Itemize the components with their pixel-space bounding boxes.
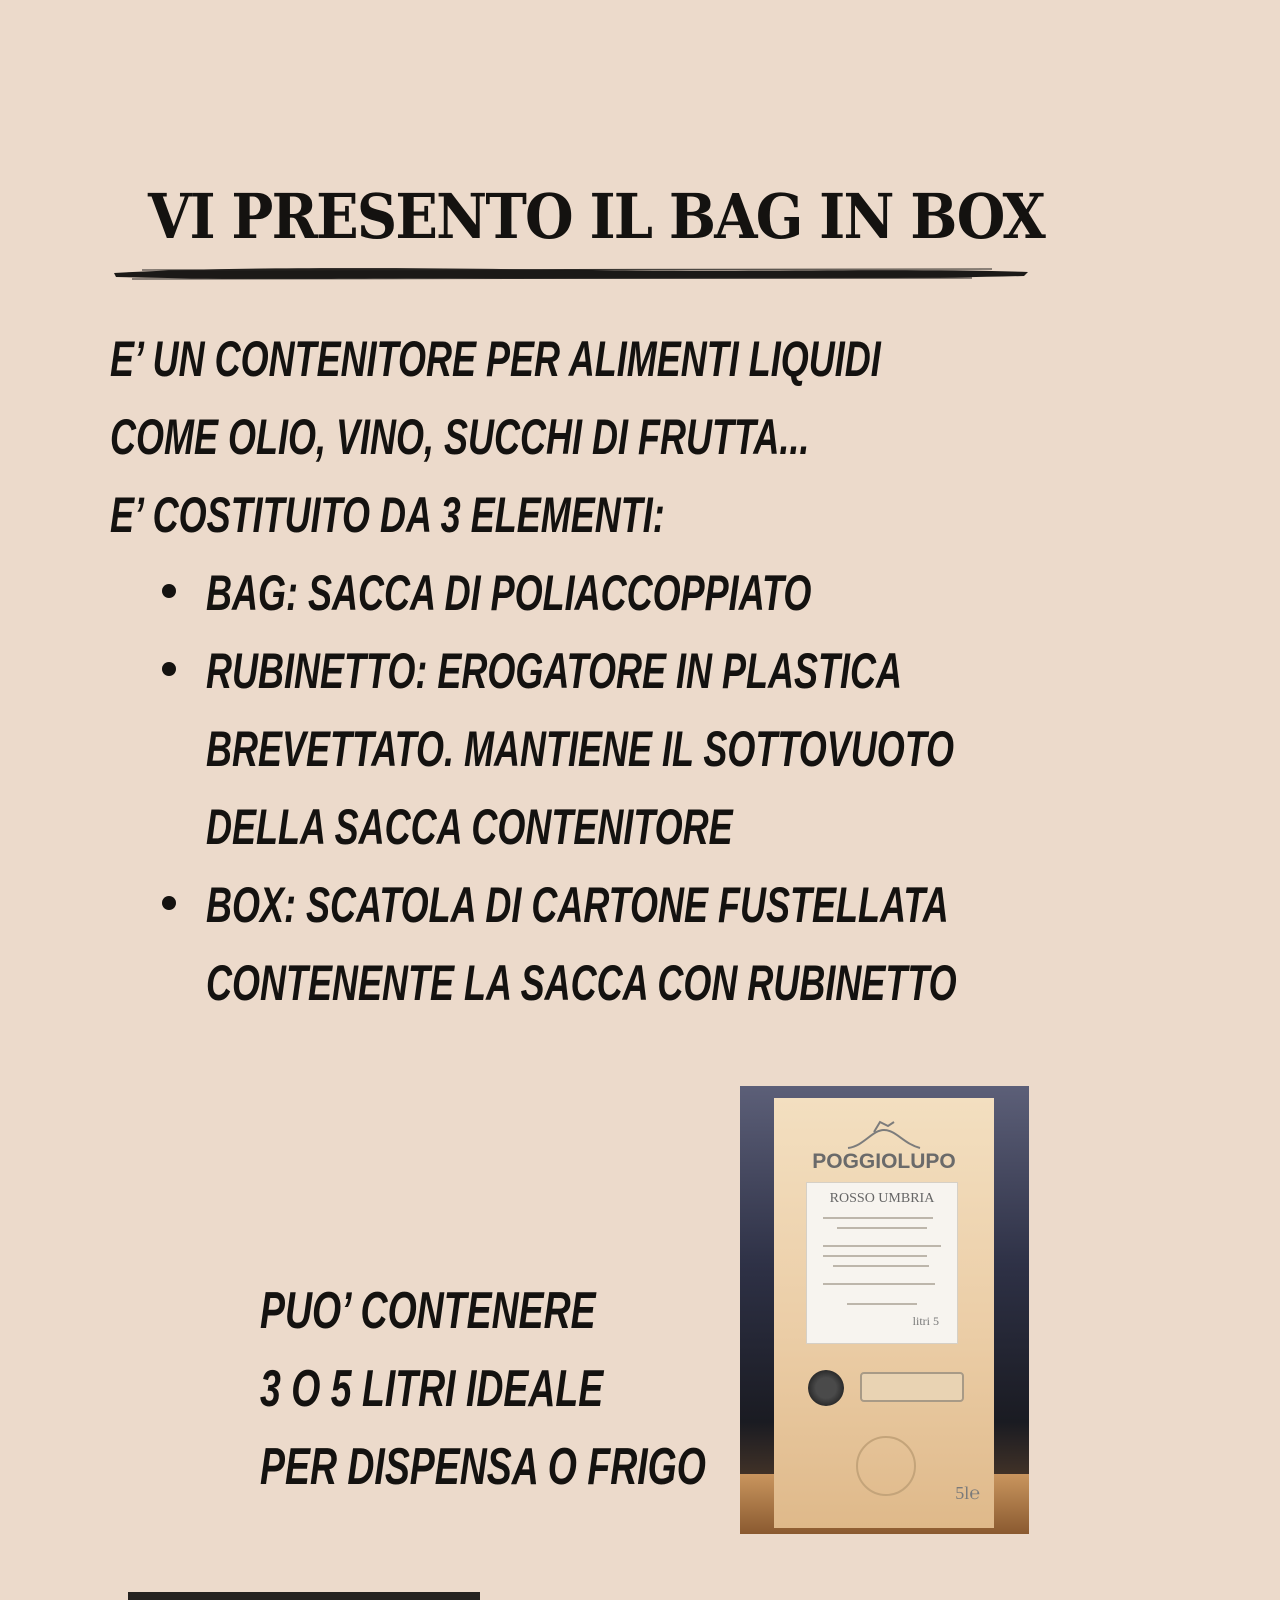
label-line (823, 1283, 935, 1285)
label-line (823, 1245, 941, 1247)
list-item-line: RUBINETTO: EROGATORE IN PLASTICA (206, 643, 903, 699)
label-line (823, 1255, 927, 1257)
list-item-box (156, 866, 1249, 1022)
capacity-line-2: 3 O 5 LITRI IDEALE (260, 1360, 604, 1418)
list-item-rubinetto (156, 632, 1249, 866)
wine-label (806, 1182, 958, 1344)
bullet-dot (162, 584, 176, 598)
list-item-line: CONTENENTE LA SACCA CON RUBINETTO (206, 955, 957, 1011)
package-size: 5l℮ (955, 1483, 980, 1503)
wine-name: ROSSO UMBRIA (829, 1191, 935, 1206)
volume-label: litri 5 (912, 1314, 939, 1328)
bullet-dot (162, 896, 176, 910)
label-line (823, 1217, 933, 1219)
capacity-line-1: PUO’ CONTENERE (260, 1282, 596, 1340)
intro-line-2: COME OLIO, VINO, SUCCHI DI FRUTTA... (110, 409, 810, 465)
list-item-line: BOX: SCATOLA DI CARTONE FUSTELLATA (206, 877, 949, 933)
list-item-bag (156, 554, 1249, 632)
brand-logo-icon (844, 1118, 924, 1152)
intro-text (110, 320, 881, 554)
list-item-line: BAG: SACCA DI POLIACCOPPIATO (206, 565, 812, 621)
capacity-text (260, 1272, 706, 1506)
bottom-bar (128, 1592, 480, 1600)
list-item-line: DELLA SACCA CONTENITORE (206, 799, 733, 855)
certification-mark-icon (860, 1372, 964, 1402)
label-line (833, 1265, 929, 1267)
elements-list (156, 554, 1249, 1022)
dop-seal-icon (808, 1370, 844, 1406)
brush-underline (112, 262, 1030, 284)
intro-line-1: E’ UN CONTENITORE PER ALIMENTI LIQUIDI (110, 331, 881, 387)
page-title: VI PRESENTO IL BAG IN BOX (148, 180, 1045, 253)
list-item-line: BREVETTATO. MANTIENE IL SOTTOVUOTO (206, 721, 955, 777)
intro-line-3: E’ COSTITUITO DA 3 ELEMENTI: (110, 487, 665, 543)
bullet-dot (162, 662, 176, 676)
capacity-line-3: PER DISPENSA O FRIGO (260, 1438, 706, 1496)
label-line (837, 1227, 927, 1229)
bag-in-box-package (774, 1098, 994, 1528)
round-seal-icon (856, 1436, 916, 1496)
product-photo (740, 1086, 1029, 1534)
label-line (847, 1303, 917, 1305)
brand-name: POGGIOLUPO (812, 1150, 956, 1173)
